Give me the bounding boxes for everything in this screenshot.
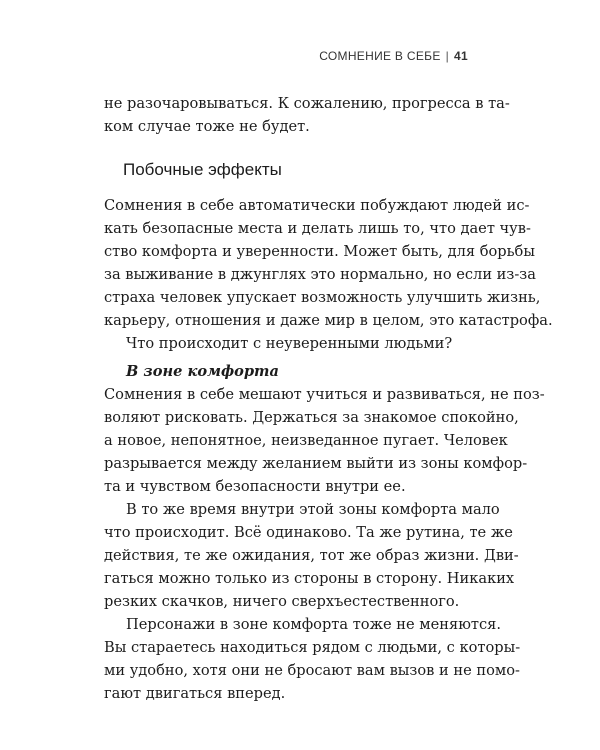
text-line: Сомнения в себе мешают учиться и развиваться, не поз- xyxy=(104,386,545,403)
text-line: ком случае тоже не будет. xyxy=(104,118,310,135)
page-number: 41 xyxy=(454,49,468,63)
text-line: Сомнения в себе автоматически побуждают людей ис- xyxy=(104,197,530,214)
text-line: В то же время внутри этой зоны комфорта мало xyxy=(126,501,500,518)
text-line: карьеру, отношения и даже мир в целом, это катастрофа. xyxy=(104,312,553,329)
text-line: ство комфорта и уверенности. Может быть, для борьбы xyxy=(104,243,535,260)
text-line: ми удобно, хотя они не бросают вам вызов и не помо- xyxy=(104,662,520,679)
text-line: разрывается между желанием выйти из зоны комфор- xyxy=(104,455,528,472)
text-line: Что происходит с неуверенными людьми? xyxy=(126,335,453,352)
running-head-title: СОМНЕНИЕ В СЕБЕ xyxy=(319,49,441,63)
section-paragraph xyxy=(104,194,553,355)
section-heading: Побочные эффекты xyxy=(123,160,282,179)
text-line: а новое, непонятное, неизведанное пугает. Человек xyxy=(104,432,508,449)
text-line: Вы стараетесь находиться рядом с людьми, с которы- xyxy=(104,639,521,656)
text-line: гаться можно только из стороны в сторону. Никаких xyxy=(104,570,515,587)
text-line: действия, те же ожидания, тот же образ жизни. Дви- xyxy=(104,547,519,564)
running-head xyxy=(319,49,468,63)
subsection xyxy=(104,360,545,705)
intro-paragraph xyxy=(104,92,510,138)
text-line: кать безопасные места и делать лишь то, что дает чув- xyxy=(104,220,531,237)
text-line: гают двигаться вперед. xyxy=(104,685,286,702)
text-line: страха человек упускает возможность улучшить жизнь, xyxy=(104,289,541,306)
text-line: что происходит. Всё одинаково. Та же рутина, те же xyxy=(104,524,513,541)
subsection-heading: В зоне комфорта xyxy=(126,363,279,380)
text-line: та и чувством безопасности внутри ее. xyxy=(104,478,406,495)
text-line: резких скачков, ничего сверхъестественного. xyxy=(104,593,460,610)
text-line: Персонажи в зоне комфорта тоже не меняются. xyxy=(126,616,501,633)
text-line: за выживание в джунглях это нормально, но если из-за xyxy=(104,266,536,283)
text-line: не разочаровываться. К сожалению, прогресса в та- xyxy=(104,95,510,112)
running-head-separator: | xyxy=(445,49,450,63)
text-line: воляют рисковать. Держаться за знакомое спокойно, xyxy=(104,409,519,426)
